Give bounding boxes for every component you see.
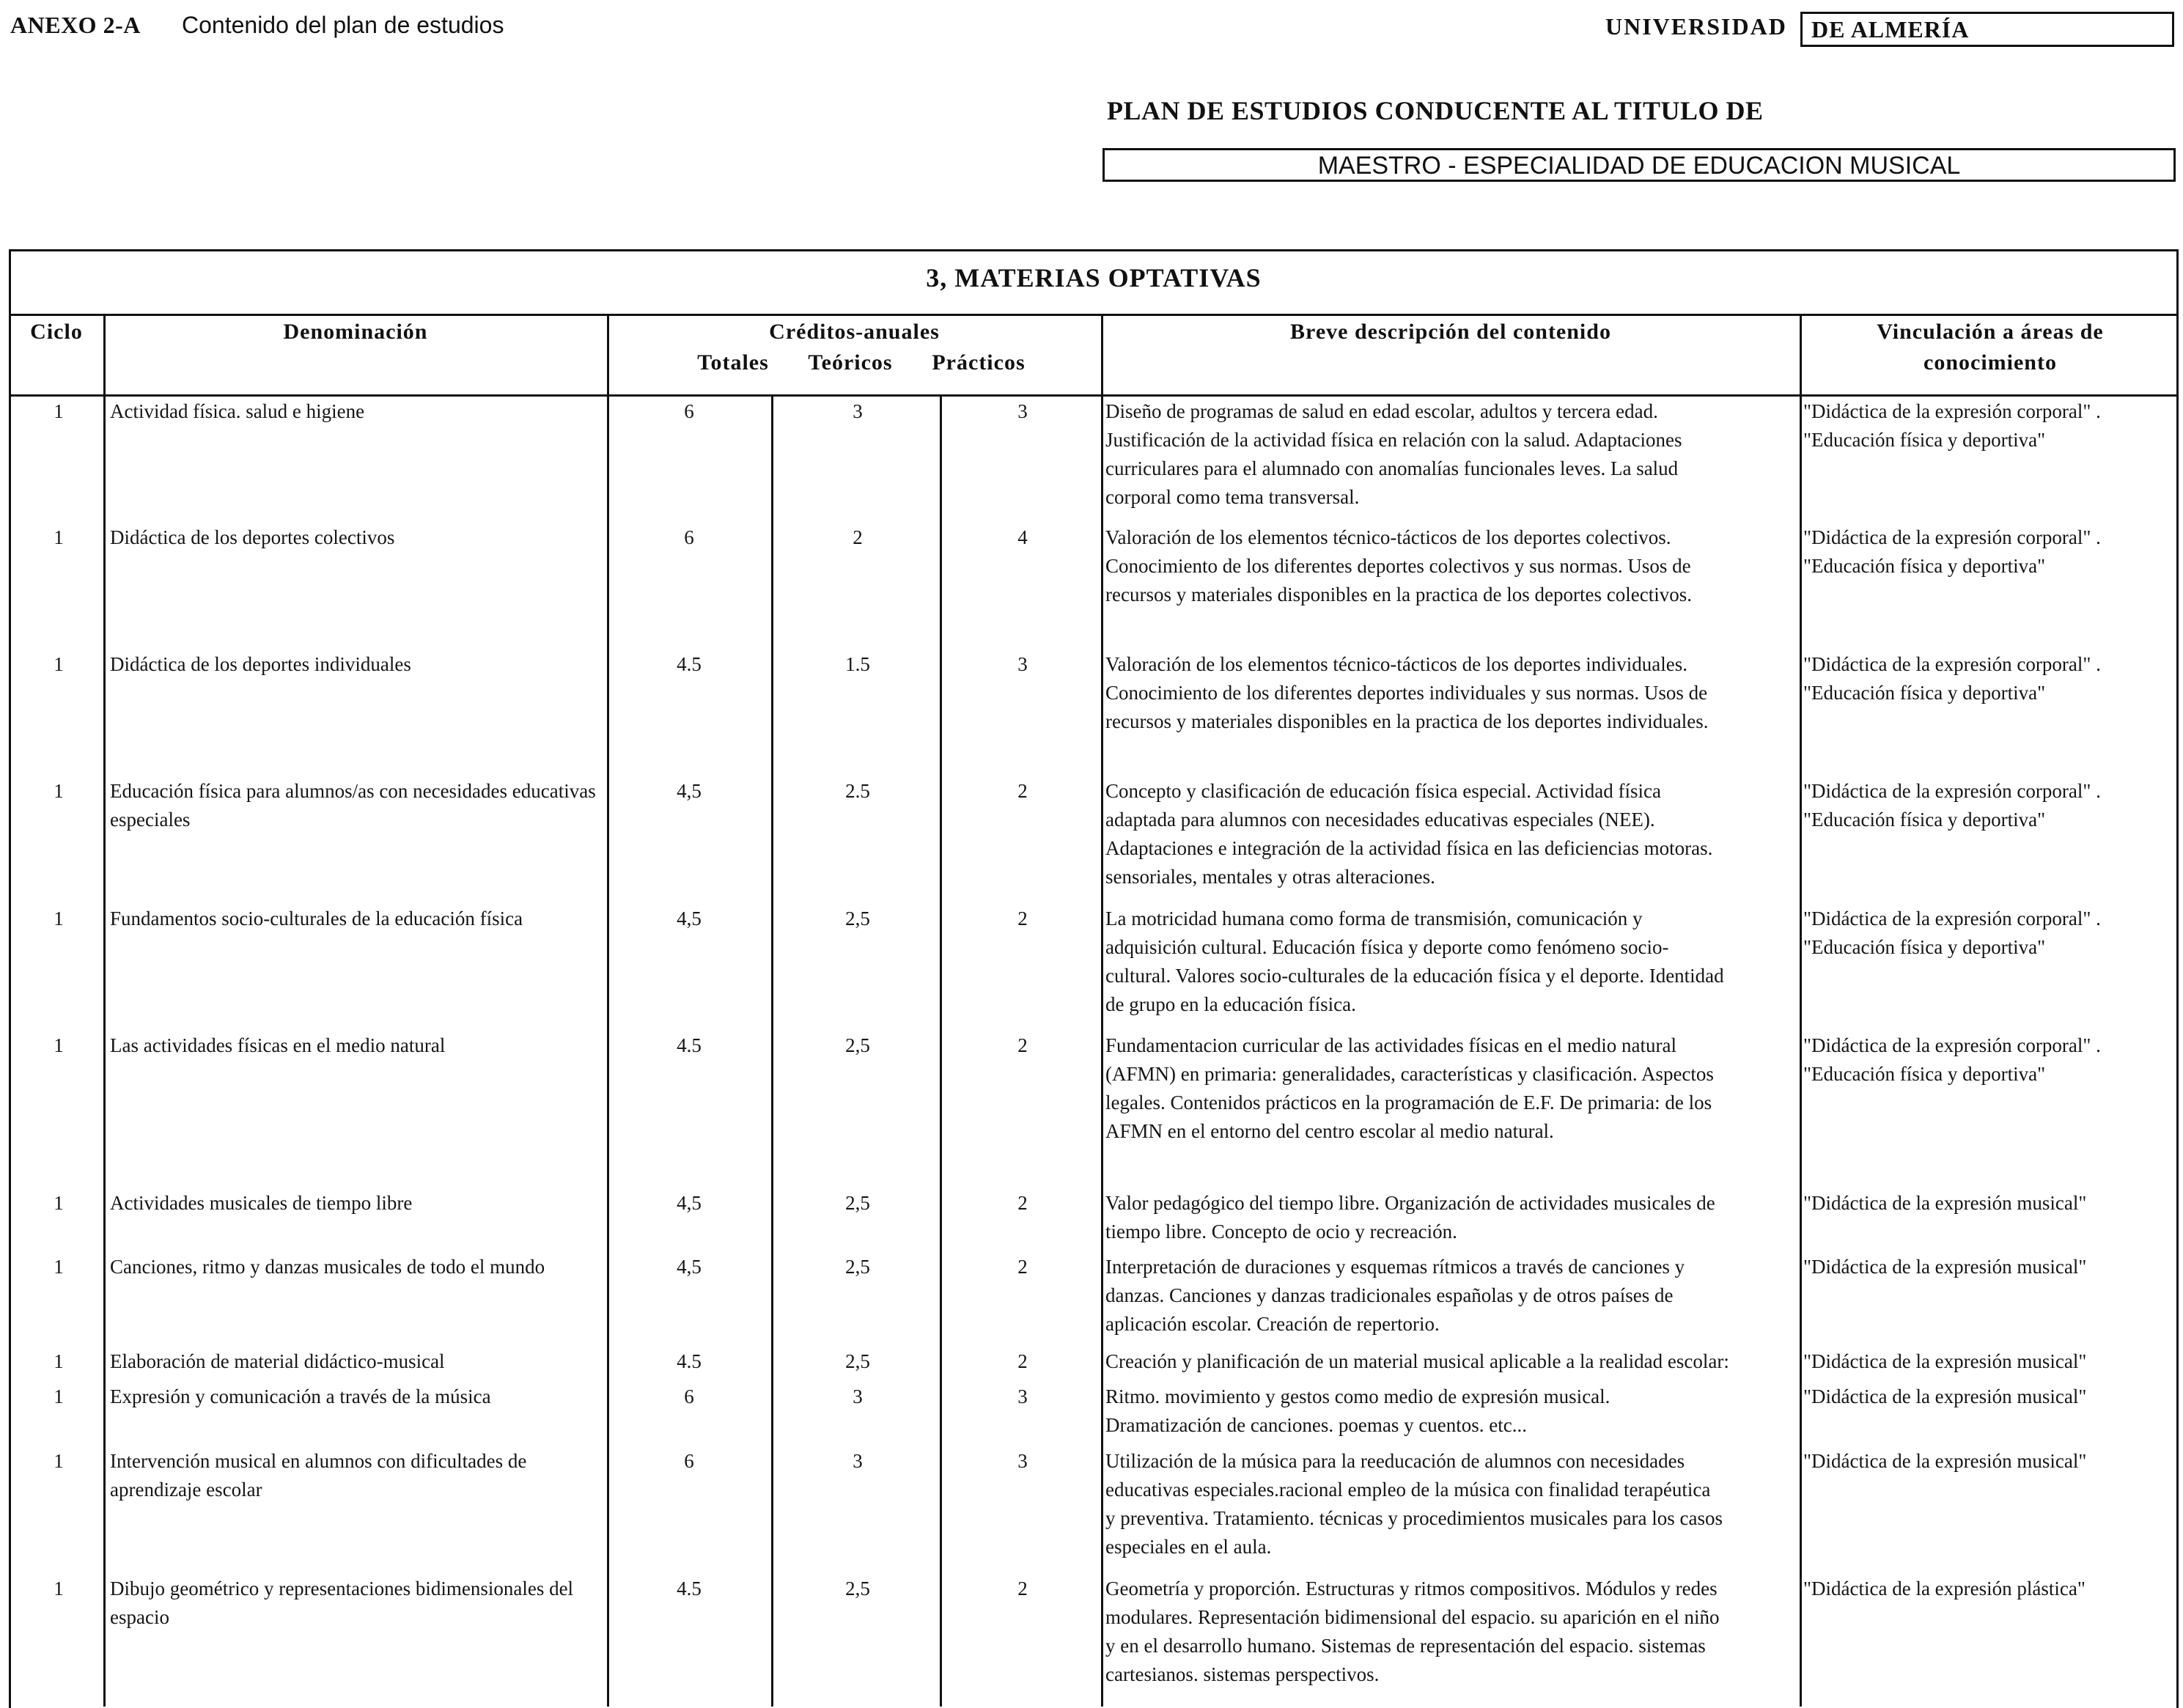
cell-vinculacion-line: "Didáctica de la expresión corporal" . <box>1803 1034 2101 1056</box>
cell-descripcion-line: AFMN en el entorno del centro escolar al medio natural. <box>1105 1120 1554 1142</box>
col-header-vinculacion-line1: Vinculación a áreas de <box>1877 320 2104 344</box>
cell-denominacion: Dibujo geométrico y representaciones bidimensionales del espacio <box>110 1578 574 1628</box>
cell-descripcion <box>1105 1189 1809 1246</box>
cell-vinculacion <box>1803 1253 2126 1281</box>
cell-vinculacion-line: "Didáctica de la expresión musical" <box>1803 1256 2087 1278</box>
cell-teoricos: 2,5 <box>845 1034 870 1056</box>
plan-heading: PLAN DE ESTUDIOS CONDUCENTE AL TITULO DE <box>1107 96 1764 125</box>
cell-teoricos: 3 <box>853 1385 863 1407</box>
cell-ciclo: 1 <box>54 1192 64 1214</box>
cell-descripcion <box>1105 523 1809 609</box>
cell-denominacion: Elaboración de material didáctico-musical <box>110 1350 445 1372</box>
cell-teoricos: 2.5 <box>845 780 870 802</box>
cell-descripcion-line: cultural. Valores socio-culturales de la educación física y el deporte. Identidad <box>1105 965 1724 987</box>
cell-practicos: 2 <box>1017 1034 1028 1056</box>
cell-vinculacion-line: "Didáctica de la expresión musical" <box>1803 1450 2087 1472</box>
cell-descripcion-line: adquisición cultural. Educación física y deporte como fenómeno socio- <box>1105 936 1669 958</box>
cell-descripcion <box>1105 905 1809 1019</box>
cell-descripcion-line: recursos y materiales disponibles en la practica de los deportes colectivos. <box>1105 584 1692 605</box>
cell-vinculacion-line: "Didáctica de la expresión corporal" . <box>1803 653 2101 675</box>
cell-totales: 4,5 <box>677 1192 702 1214</box>
cell-descripcion-line: Valor pedagógico del tiempo libre. Organización de actividades musicales de <box>1105 1192 1715 1214</box>
cell-ciclo: 1 <box>54 1350 64 1372</box>
cell-descripcion-line: cartesianos. sistemas perspectivos. <box>1105 1663 1380 1685</box>
cell-vinculacion <box>1803 1447 2126 1476</box>
cell-practicos: 2 <box>1017 1192 1028 1214</box>
cell-denominacion: Expresión y comunicación a través de la música <box>110 1385 491 1407</box>
cell-totales: 6 <box>684 1385 694 1407</box>
cell-descripcion-line: educativas especiales.racional empleo de la música con finalidad terapéutica <box>1105 1479 1711 1501</box>
cell-teoricos: 2,5 <box>845 1192 870 1214</box>
cell-descripcion-line: sensoriales, mentales y otras alteraciones. <box>1105 866 1435 888</box>
cell-descripcion <box>1105 650 1809 736</box>
col-header-creditos: Créditos-anuales <box>769 320 940 344</box>
cell-denominacion: Didáctica de los deportes individuales <box>110 653 411 675</box>
cell-denominacion: Las actividades físicas en el medio natural <box>110 1034 446 1056</box>
column-divider-creditos <box>1101 314 1103 1707</box>
cell-descripcion-line: de grupo en la educación física. <box>1105 993 1356 1015</box>
cell-practicos: 2 <box>1017 1578 1028 1600</box>
cell-vinculacion-line: "Didáctica de la expresión corporal" . <box>1803 908 2101 930</box>
col-header-ciclo: Ciclo <box>30 320 83 344</box>
cell-practicos: 3 <box>1017 1450 1028 1472</box>
cell-teoricos: 2,5 <box>845 1350 870 1372</box>
column-divider-ciclo <box>103 314 106 1707</box>
cell-totales: 4,5 <box>677 1256 702 1278</box>
cell-descripcion-line: y en el desarrollo humano. Sistemas de representación del espacio. sistemas <box>1105 1635 1706 1657</box>
cell-totales: 4,5 <box>677 780 702 802</box>
cell-ciclo: 1 <box>54 1256 64 1278</box>
cell-descripcion-line: y preventiva. Tratamiento. técnicas y procedimientos musicales para los casos <box>1105 1507 1723 1529</box>
cell-descripcion <box>1105 1575 1809 1689</box>
cell-descripcion <box>1105 1447 1809 1561</box>
cell-totales: 6 <box>684 400 694 422</box>
cell-ciclo: 1 <box>54 400 64 422</box>
cell-descripcion-line: aplicación escolar. Creación de repertorio. <box>1105 1313 1440 1335</box>
cell-vinculacion-line: "Didáctica de la expresión musical" <box>1803 1350 2087 1372</box>
cell-teoricos: 3 <box>853 1450 863 1472</box>
annex-code: ANEXO 2-A <box>10 12 141 38</box>
cell-totales: 4.5 <box>677 1034 702 1056</box>
cell-denominacion: Canciones, ritmo y danzas musicales de todo el mundo <box>110 1256 545 1278</box>
cell-descripcion-line: La motricidad humana como forma de transmisión, comunicación y <box>1105 908 1643 930</box>
cell-descripcion-line: Valoración de los elementos técnico-tácticos de los deportes colectivos. <box>1105 526 1671 548</box>
cell-practicos: 3 <box>1017 400 1028 422</box>
cell-descripcion-line: Valoración de los elementos técnico-tácticos de los deportes individuales. <box>1105 653 1688 675</box>
cell-descripcion-line: Interpretación de duraciones y esquemas rítmicos a través de canciones y <box>1105 1256 1685 1278</box>
cell-vinculacion-line: "Didáctica de la expresión musical" <box>1803 1385 2087 1407</box>
cell-descripcion <box>1105 1347 1809 1376</box>
cell-descripcion-line: Adaptaciones e integración de la actividad física en las deficiencias motoras. <box>1105 837 1713 859</box>
cell-practicos: 2 <box>1017 908 1028 930</box>
cell-practicos: 3 <box>1017 653 1028 675</box>
cell-vinculacion-line: "Educación física y deportiva" <box>1803 429 2046 451</box>
cell-descripcion-line: (AFMN) en primaria: generalidades, características y clasificación. Aspectos <box>1105 1063 1714 1085</box>
cell-vinculacion-line: "Educación física y deportiva" <box>1803 555 2046 577</box>
cell-descripcion-line: tiempo libre. Concepto de ocio y recreación. <box>1105 1221 1457 1243</box>
cell-vinculacion-line: "Educación física y deportiva" <box>1803 809 2046 831</box>
cell-descripcion-line: corporal como tema transversal. <box>1105 486 1360 508</box>
cell-descripcion-line: legales. Contenidos prácticos en la programación de E.F. De primaria: de los <box>1105 1092 1712 1113</box>
col-header-denominacion: Denominación <box>283 320 428 344</box>
cell-descripcion <box>1105 1031 1809 1146</box>
col-header-teoricos: Teóricos <box>808 350 893 375</box>
cell-teoricos: 1.5 <box>845 653 870 675</box>
cell-descripcion-line: recursos y materiales disponibles en la practica de los deportes individuales. <box>1105 710 1709 732</box>
col-header-practicos: Prácticos <box>932 350 1026 375</box>
cell-totales: 6 <box>684 526 694 548</box>
cell-teoricos: 2,5 <box>845 1256 870 1278</box>
cell-descripcion-line: Creación y planificación de un material musical aplicable a la realidad escolar: <box>1105 1350 1729 1372</box>
cell-vinculacion-line: "Didáctica de la expresión plástica" <box>1803 1578 2086 1600</box>
cell-descripcion-line: especiales en el aula. <box>1105 1536 1272 1558</box>
cell-ciclo: 1 <box>54 908 64 930</box>
cell-totales: 4.5 <box>677 653 702 675</box>
cell-vinculacion <box>1803 397 2126 454</box>
header-row-divider <box>9 394 2179 397</box>
section-title: 3, MATERIAS OPTATIVAS <box>926 263 1262 292</box>
cell-practicos: 2 <box>1017 1350 1028 1372</box>
cell-descripcion-line: modulares. Representación bidimensional del espacio. su aparición en el niño <box>1105 1606 1720 1628</box>
cell-teoricos: 2,5 <box>845 1578 870 1600</box>
cell-totales: 4.5 <box>677 1350 702 1372</box>
cell-descripcion-line: Ritmo. movimiento y gestos como medio de expresión musical. <box>1105 1385 1610 1407</box>
cell-descripcion <box>1105 777 1809 891</box>
cell-descripcion <box>1105 1253 1809 1339</box>
cell-practicos: 3 <box>1017 1385 1028 1407</box>
cell-vinculacion <box>1803 1347 2126 1376</box>
degree-title-box: MAESTRO - ESPECIALIDAD DE EDUCACION MUSICAL <box>1102 148 2176 182</box>
column-divider-totales <box>771 394 773 1707</box>
cell-ciclo: 1 <box>54 1578 64 1600</box>
cell-descripcion-line: Justificación de la actividad física en relación con la salud. Adaptaciones <box>1105 429 1682 451</box>
cell-descripcion-line: Conocimiento de los diferentes deportes individuales y sus normas. Usos de <box>1105 682 1708 704</box>
cell-vinculacion-line: "Didáctica de la expresión corporal" . <box>1803 400 2101 422</box>
col-header-totales: Totales <box>697 350 769 375</box>
cell-descripcion-line: Fundamentacion curricular de las actividades físicas en el medio natural <box>1105 1034 1676 1056</box>
cell-vinculacion <box>1803 1575 2126 1603</box>
cell-descripcion-line: Diseño de programas de salud en edad escolar, adultos y tercera edad. <box>1105 400 1658 422</box>
cell-denominacion: Intervención musical en alumnos con dificultades de aprendizaje escolar <box>110 1450 527 1501</box>
col-header-vinculacion-line2: conocimiento <box>1924 350 2057 375</box>
cell-vinculacion <box>1803 777 2126 834</box>
cell-descripcion-line: adaptada para alumnos con necesidades educativas especiales (NEE). <box>1105 809 1655 831</box>
cell-ciclo: 1 <box>54 780 64 802</box>
cell-vinculacion-line: "Educación física y deportiva" <box>1803 1063 2046 1085</box>
cell-ciclo: 1 <box>54 1385 64 1407</box>
cell-practicos: 2 <box>1017 780 1028 802</box>
cell-totales: 4.5 <box>677 1578 702 1600</box>
cell-vinculacion <box>1803 650 2126 707</box>
cell-teoricos: 2,5 <box>845 908 870 930</box>
university-value-box: DE ALMERÍA <box>1800 12 2174 47</box>
cell-vinculacion-line: "Educación física y deportiva" <box>1803 936 2046 958</box>
cell-totales: 4,5 <box>677 908 702 930</box>
cell-descripcion <box>1105 397 1809 512</box>
cell-descripcion-line: Concepto y clasificación de educación física especial. Actividad física <box>1105 780 1661 802</box>
cell-descripcion-line: Dramatización de canciones. poemas y cuentos. etc... <box>1105 1414 1528 1436</box>
cell-vinculacion <box>1803 1383 2126 1411</box>
cell-vinculacion-line: "Didáctica de la expresión corporal" . <box>1803 780 2101 802</box>
column-divider-teoricos <box>940 394 942 1707</box>
cell-totales: 6 <box>684 1450 694 1472</box>
cell-descripcion-line: Geometría y proporción. Estructuras y ritmos compositivos. Módulos y redes <box>1105 1578 1718 1600</box>
cell-descripcion-line: Conocimiento de los diferentes deportes colectivos y sus normas. Usos de <box>1105 555 1691 577</box>
university-label: UNIVERSIDAD <box>1605 13 1787 40</box>
cell-vinculacion-line: "Didáctica de la expresión corporal" . <box>1803 526 2101 548</box>
cell-ciclo: 1 <box>54 1034 64 1056</box>
cell-vinculacion-line: "Educación física y deportiva" <box>1803 682 2046 704</box>
cell-denominacion: Actividad física. salud e higiene <box>110 400 365 422</box>
cell-vinculacion-line: "Didáctica de la expresión musical" <box>1803 1192 2087 1214</box>
col-header-descripcion: Breve descripción del contenido <box>1290 320 1611 344</box>
cell-descripcion-line: Utilización de la música para la reeducación de alumnos con necesidades <box>1105 1450 1685 1472</box>
cell-teoricos: 3 <box>853 400 863 422</box>
cell-practicos: 4 <box>1017 526 1028 548</box>
annex-description: Contenido del plan de estudios <box>182 12 504 38</box>
cell-vinculacion <box>1803 523 2126 581</box>
cell-descripcion-line: curriculares para el alumnado con anomalías funcionales leves. La salud <box>1105 457 1679 479</box>
cell-denominacion: Educación física para alumnos/as con necesidades educativas especiales <box>110 780 596 831</box>
cell-vinculacion <box>1803 1189 2126 1218</box>
cell-ciclo: 1 <box>54 1450 64 1472</box>
cell-teoricos: 2 <box>853 526 863 548</box>
cell-practicos: 2 <box>1017 1256 1028 1278</box>
section-title-divider <box>9 314 2179 316</box>
cell-ciclo: 1 <box>54 653 64 675</box>
cell-denominacion: Fundamentos socio-culturales de la educación física <box>110 908 523 930</box>
cell-vinculacion <box>1803 1031 2126 1089</box>
cell-descripcion-line: danzas. Canciones y danzas tradicionales españolas y de otros países de <box>1105 1284 1674 1306</box>
cell-vinculacion <box>1803 905 2126 962</box>
cell-denominacion: Actividades musicales de tiempo libre <box>110 1192 413 1214</box>
cell-ciclo: 1 <box>54 526 64 548</box>
cell-denominacion: Didáctica de los deportes colectivos <box>110 526 395 548</box>
cell-descripcion <box>1105 1383 1809 1440</box>
